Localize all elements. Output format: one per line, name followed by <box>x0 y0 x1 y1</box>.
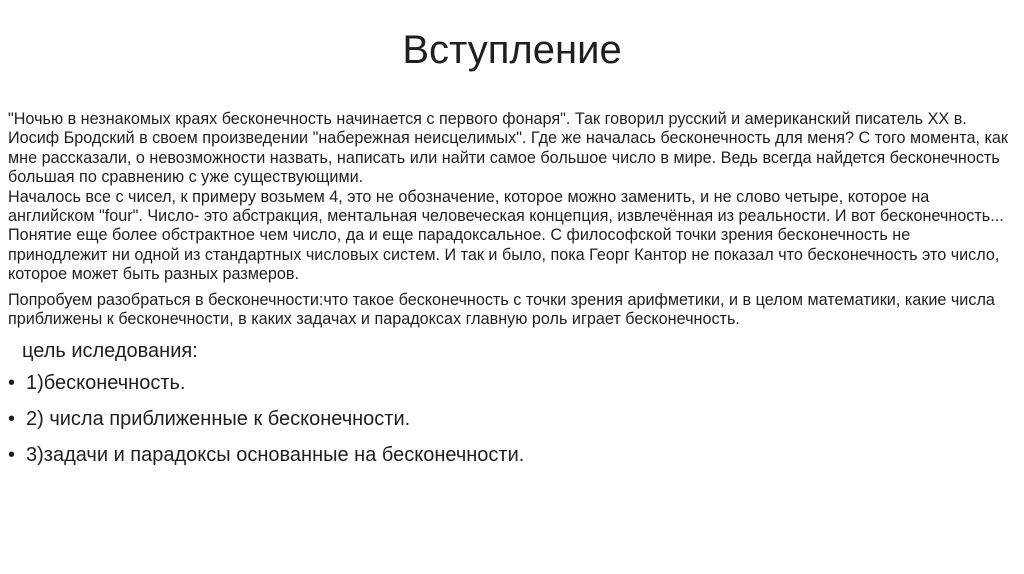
goal-text: 3)задачи и парадоксы основанные на бесконечности. <box>26 444 525 467</box>
numbers-paragraph: Началось все с чисел, к примеру возьмем 4, это не обозначение, которое можно заменить, и не слово четыре, которое на английском "four". Число- это абстракция, ментальная человеческая концепция, извлечённая из реальности. И вот бесконечность... Понятие еще более обстрактное чем число, да и еще парадоксальное. С философской точки зрения бесконечность не принодлежит ни одной из стандартных числовых систем. И так и было, пока Георг Кантор не показал что бесконечность это число, которое может быть разных размеров. <box>8 187 1004 284</box>
goal-text: 2) числа приближенные к бесконечности. <box>26 408 411 431</box>
research-aim-label: цель иследования: <box>22 340 198 363</box>
goal-item <box>8 441 1012 469</box>
slide-title: Вступление <box>402 28 622 72</box>
goal-item <box>8 369 1012 397</box>
goals-list <box>8 369 1012 469</box>
bullet-icon: • <box>8 408 16 431</box>
bullet-icon: • <box>8 444 16 467</box>
goal-item <box>8 405 1012 433</box>
intro-paragraph: "Ночью в незнакомых краях бесконечность начинается с первого фонаря". Так говорил русский и американский писатель XX в. Иосиф Бродский в своем произведении "набережная неисцелимых". Где же началась бесконечность для меня? С того момента, как мне рассказали, о невозможности назвать, написать или найти самое большое число в мире. Ведь всегда найдется бесконечность большая по сравнению с уже существующими. <box>8 110 1008 187</box>
goal-text: 1)бесконечность. <box>26 372 186 395</box>
bullet-icon: • <box>8 372 16 395</box>
plan-paragraph: Попробуем разобраться в бесконечности:что такое бесконечность с точки зрения арифметики, и в целом математики, какие числа приближены к бесконечности, в каких задачах и парадоксах главную роль играет бесконечность. <box>8 290 995 329</box>
slide-body <box>8 110 1012 477</box>
